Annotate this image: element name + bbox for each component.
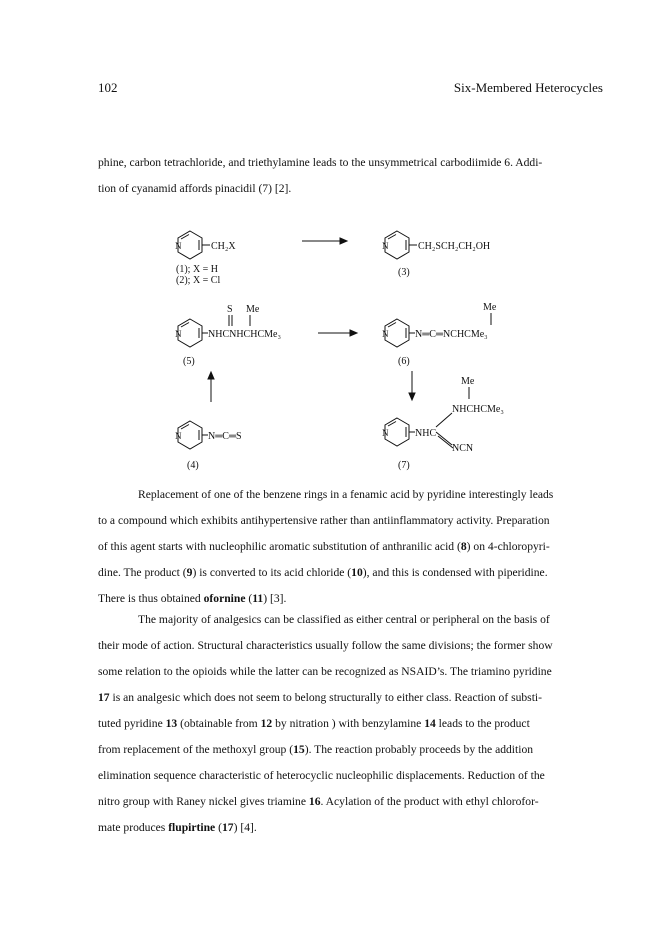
compound-label-1: (1); X = H bbox=[176, 264, 219, 275]
text-line: The majority of analgesics can be classified as either central or peripheral on the basis of bbox=[138, 613, 550, 626]
c3-substituent: CH₂SCH₂CH₂OH bbox=[418, 241, 491, 252]
text-line: nitro group with Raney nickel gives triamine 16. Acylation of the product with ethyl chlorofor- bbox=[98, 795, 539, 808]
ring-n-3: N bbox=[382, 241, 389, 251]
running-title: Six-Membered Heterocycles bbox=[453, 80, 603, 95]
ring-n-5: N bbox=[175, 329, 182, 339]
text-line: mate produces flupirtine (17) [4]. bbox=[98, 821, 257, 834]
text-line: some relation to the opioids while the latter can be recognized as NSAID’s. The triamino pyridine bbox=[98, 665, 552, 678]
c5-sulfur: S bbox=[227, 304, 233, 315]
c7-nhc: NHC bbox=[415, 428, 437, 439]
c5-substituent: NHCNHCHCMe₃ bbox=[208, 329, 281, 340]
ring-n-1: N bbox=[175, 241, 182, 251]
compound-label-6: (6) bbox=[398, 356, 410, 367]
ring-n-7: N bbox=[382, 428, 389, 438]
text-line: Replacement of one of the benzene rings in a fenamic acid by pyridine interestingly leads bbox=[138, 488, 554, 501]
pyridine-ring-1 bbox=[178, 231, 210, 259]
compound-label-7: (7) bbox=[398, 460, 410, 471]
text-line: tuted pyridine 13 (obtainable from 12 by nitration ) with benzylamine 14 leads to the product bbox=[98, 717, 530, 730]
c7-methyl: Me bbox=[461, 376, 475, 387]
page-number: 102 bbox=[98, 80, 118, 95]
text-line: There is thus obtained ofornine (11) [3]. bbox=[98, 592, 287, 605]
ring-n-6: N bbox=[382, 329, 389, 339]
pyridine-ring-3 bbox=[385, 231, 417, 259]
c5-methyl: Me bbox=[246, 304, 260, 315]
compound-label-4: (4) bbox=[187, 460, 199, 471]
reaction-arrow-3 bbox=[208, 372, 214, 402]
ring-n-4: N bbox=[175, 431, 182, 441]
paragraph-1 bbox=[98, 482, 603, 612]
c1-substituent: CH₂X bbox=[211, 241, 236, 252]
intro-paragraph bbox=[98, 150, 603, 202]
text-line: tion of cyanamid affords pinacidil (7) [2]. bbox=[98, 182, 292, 195]
paragraph-2 bbox=[98, 607, 603, 841]
c6-substituent: N═C═NCHCMe₃ bbox=[415, 329, 488, 340]
c6-methyl: Me bbox=[483, 302, 497, 313]
text-line: phine, carbon tetrachloride, and triethylamine leads to the unsymmetrical carbodiimide 6. Addi- bbox=[98, 156, 543, 169]
compound-label-3: (3) bbox=[398, 267, 410, 278]
c7-upper-chain: NHCHCMe₃ bbox=[452, 404, 504, 415]
text-line: to a compound which exhibits antihypertensive rather than antiinflammatory activity. Preparation bbox=[98, 514, 550, 527]
c7-ncn: NCN bbox=[452, 443, 474, 454]
reaction-arrow-2 bbox=[318, 330, 357, 336]
text-line: of this agent starts with nucleophilic aromatic substitution of anthranilic acid (8) on 4-chloropyri- bbox=[98, 540, 550, 553]
c4-substituent: N═C═S bbox=[208, 431, 242, 442]
text-line: elimination sequence characteristic of heterocyclic nucleophilic displacements. Reduction of the bbox=[98, 769, 545, 782]
text-line: their mode of action. Structural characteristics usually follow the same divisions; the former show bbox=[98, 639, 553, 652]
compound-label-5: (5) bbox=[183, 356, 195, 367]
reaction-scheme bbox=[0, 225, 663, 475]
compound-label-2: (2); X = Cl bbox=[176, 275, 221, 286]
text-line: dine. The product (9) is converted to its acid chloride (10), and this is condensed with piperidine. bbox=[98, 566, 548, 579]
reaction-arrow-4 bbox=[409, 371, 415, 400]
text-line: from replacement of the methoxyl group (15). The reaction probably proceeds by the addition bbox=[98, 743, 534, 756]
pyridine-ring-4 bbox=[178, 421, 208, 449]
reaction-arrow-1 bbox=[302, 238, 347, 244]
text-line: 17 is an analgesic which does not seem to belong structurally to either class. Reaction of substi- bbox=[98, 691, 542, 704]
